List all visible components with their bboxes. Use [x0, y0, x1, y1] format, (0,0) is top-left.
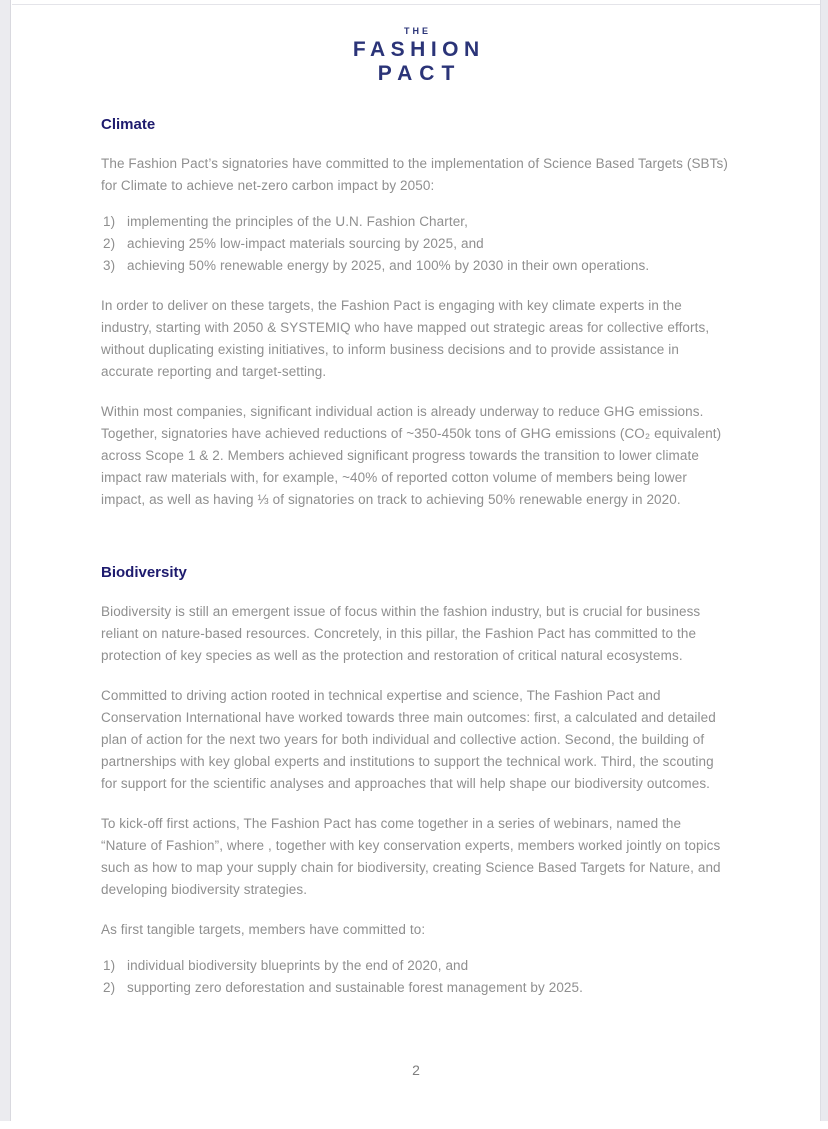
document-body	[12, 85, 820, 999]
list-marker: 1)	[103, 214, 116, 229]
list-marker: 2)	[103, 236, 116, 251]
viewer-right-edge	[820, 0, 828, 1121]
list-text: supporting zero deforestation and sustainable forest management by 2025.	[127, 980, 583, 995]
list-text: achieving 50% renewable energy by 2025, and 100% by 2030 in their own operations.	[127, 258, 650, 273]
list-marker: 2)	[103, 980, 116, 995]
list-item	[101, 233, 728, 255]
paragraph: Biodiversity is still an emergent issue of focus within the fashion industry, but is crucial for business reliant on nature-based resources. Concretely, in this pillar, the Fashion Pact has committed to the protection of key species as well as the protection and restoration of critical natural ecosystems.	[101, 604, 701, 663]
paragraph: As first tangible targets, members have committed to:	[101, 922, 426, 937]
list-marker: 1)	[103, 958, 116, 973]
page-number: 2	[412, 1062, 420, 1078]
viewer-left-edge	[0, 0, 11, 1121]
brand-logo	[12, 5, 820, 85]
numbered-list	[101, 211, 728, 277]
section-climate	[101, 115, 728, 511]
logo-line-fashion: FASHION	[352, 38, 485, 61]
document-page	[12, 5, 820, 1129]
paragraph: Within most companies, significant individual action is already underway to reduce GHG emissions. Together, signatories have achieved reductions of ~350-450k tons of GHG emissions (CO₂ equivalent) across Scope 1 & 2. Members achieved significant progress towards the transition to lower climate impact raw materials with, for example, ~40% of reported cotton volume of members being lower impact, as well as having ⅓ of signatories on track to achieving 50% renewable energy in 2020.	[101, 404, 722, 507]
list-text: individual biodiversity blueprints by the end of 2020, and	[127, 958, 469, 973]
list-item	[101, 955, 728, 977]
paragraph: Committed to driving action rooted in technical expertise and science, The Fashion Pact and Conservation International have worked towards three main outcomes: first, a calculated and detailed plan of action for the next two years for both individual and collective action. Second, the building of partnerships with key global experts and institutions to support the technical work. Third, the scouting for support for the scientific analyses and approaches that will help shape our biodiversity outcomes.	[101, 688, 716, 791]
section-heading: Biodiversity	[101, 564, 187, 581]
paragraph: In order to deliver on these targets, the Fashion Pact is engaging with key climate experts in the industry, starting with 2050 & SYSTEMIQ who have mapped out strategic areas for collective efforts, without duplicating existing initiatives, to inform business decisions and to provide assistance in accurate reporting and target-setting.	[101, 298, 710, 379]
section-heading: Climate	[101, 116, 156, 133]
paragraph: To kick-off first actions, The Fashion Pact has come together in a series of webinars, named the “Nature of Fashion”, where , together with key conservation experts, members worked jointly on topics such as how to map your supply chain for biodiversity, creating Science Based Targets for Nature, and developing biodiversity strategies.	[101, 816, 721, 897]
list-text: achieving 25% low-impact materials sourcing by 2025, and	[127, 236, 484, 251]
list-item	[101, 211, 728, 233]
list-item	[101, 255, 728, 277]
paragraph: The Fashion Pact’s signatories have committed to the implementation of Science Based Targets (SBTs) for Climate to achieve net-zero carbon impact by 2050:	[101, 156, 728, 193]
logo-line-pact: PACT	[377, 62, 462, 85]
list-text: implementing the principles of the U.N. Fashion Charter,	[127, 214, 469, 229]
logo-line-the: THE	[404, 26, 431, 36]
list-item	[101, 977, 728, 999]
list-marker: 3)	[103, 258, 116, 273]
numbered-list	[101, 955, 728, 999]
section-biodiversity	[101, 563, 728, 999]
